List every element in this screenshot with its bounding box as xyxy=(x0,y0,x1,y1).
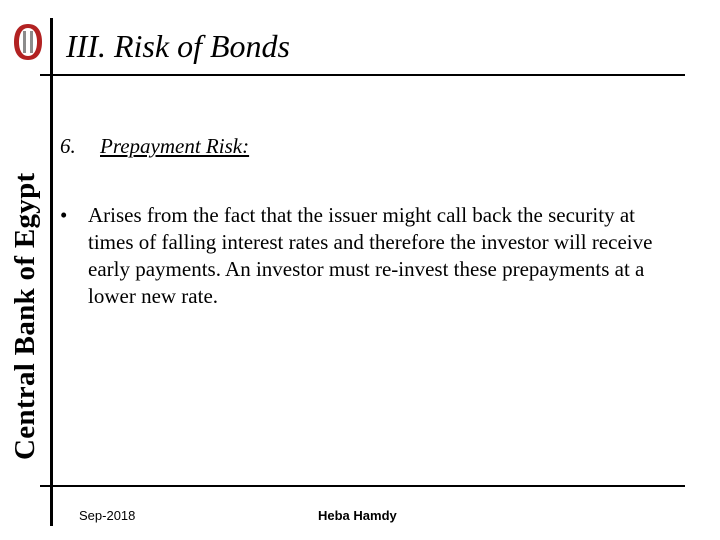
footer-date: Sep-2018 xyxy=(79,508,136,523)
bullet-marker: • xyxy=(60,203,68,227)
footer-divider xyxy=(40,485,685,487)
cbe-logo-icon xyxy=(12,22,44,62)
subheading-number: 6. xyxy=(60,134,76,158)
bullet-item xyxy=(60,202,660,310)
footer-author: Heba Hamdy xyxy=(318,508,397,523)
vertical-divider xyxy=(50,18,53,526)
subheading-text: Prepayment Risk: xyxy=(100,134,250,158)
bullet-list xyxy=(60,202,660,310)
subheading xyxy=(60,134,249,159)
sidebar-org-name: Central Bank of Egypt xyxy=(9,172,41,460)
bullet-text: Arises from the fact that the issuer might call back the security at times of falling interest rates and therefore the investor will receive early payments. An investor must re-invest these prepayments at a lower new rate. xyxy=(88,203,653,308)
slide-title: III. Risk of Bonds xyxy=(66,28,290,64)
header-divider xyxy=(40,74,685,76)
